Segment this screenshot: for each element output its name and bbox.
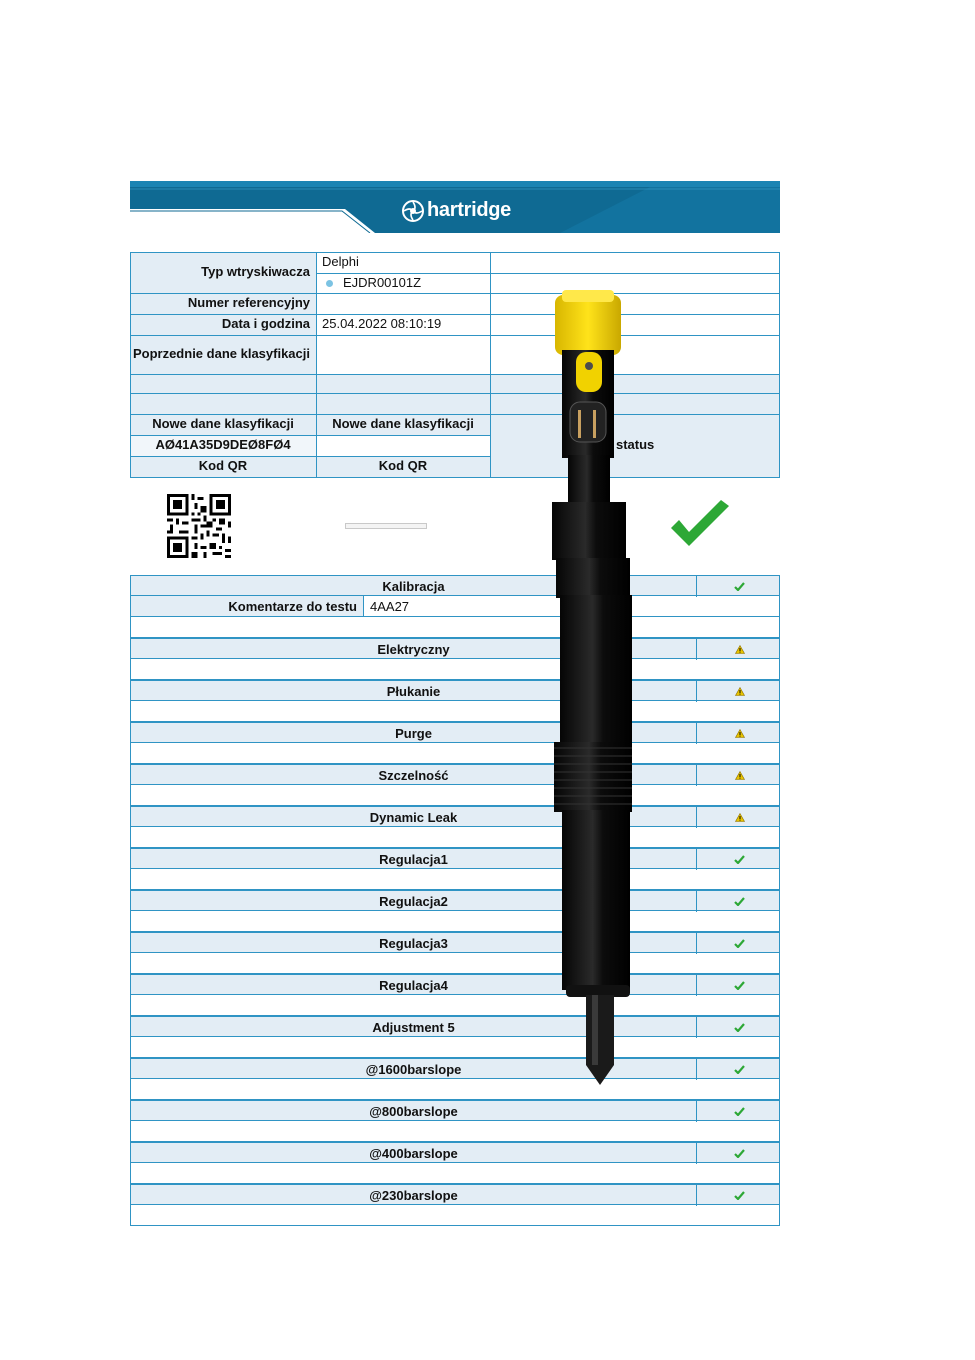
pass-check-icon bbox=[734, 855, 745, 864]
spacer-row bbox=[130, 1079, 780, 1100]
test-label: @400barslope bbox=[369, 1146, 458, 1161]
test-row-dynamic-leak bbox=[130, 806, 780, 827]
qr-label-2: Kod QR bbox=[378, 458, 428, 474]
comments-row bbox=[130, 596, 780, 617]
pass-check-icon bbox=[734, 582, 745, 591]
test-row-800 bbox=[130, 1100, 780, 1121]
test-label: Adjustment 5 bbox=[372, 1020, 455, 1035]
pass-check-icon bbox=[734, 897, 745, 906]
spacer-row bbox=[130, 1037, 780, 1058]
new-class-label-1: Nowe dane klasyfikacji bbox=[152, 416, 294, 432]
spacer-row bbox=[130, 1163, 780, 1184]
test-status bbox=[696, 807, 782, 828]
test-label: Regulacja4 bbox=[379, 978, 448, 993]
test-row-adj5 bbox=[130, 1016, 780, 1037]
test-row-reg3 bbox=[130, 932, 780, 953]
test-row-reg2 bbox=[130, 890, 780, 911]
spacer-row bbox=[130, 1205, 780, 1226]
test-label: @1600barslope bbox=[365, 1062, 462, 1077]
test-row-230 bbox=[130, 1184, 780, 1205]
pass-check-icon bbox=[734, 1149, 745, 1158]
injector-model: EJDR00101Z bbox=[343, 274, 422, 290]
pass-check-icon bbox=[734, 1107, 745, 1116]
test-status bbox=[696, 933, 782, 954]
test-label: Szczelność bbox=[378, 768, 449, 783]
test-row-purge bbox=[130, 722, 780, 743]
test-status bbox=[696, 849, 782, 870]
brand-name: hartridge bbox=[427, 199, 511, 221]
comments-label: Komentarze do testu bbox=[131, 596, 363, 616]
prev-class-label: Poprzednie dane klasyfikacji bbox=[132, 346, 310, 362]
test-status bbox=[696, 765, 782, 786]
spacer-row bbox=[130, 659, 780, 680]
test-status bbox=[696, 1101, 782, 1122]
warning-icon bbox=[735, 645, 745, 654]
test-status bbox=[696, 891, 782, 912]
warning-icon bbox=[735, 813, 745, 822]
test-label: Regulacja1 bbox=[379, 852, 448, 867]
datetime-label: Data i godzina bbox=[221, 316, 310, 332]
test-status bbox=[696, 1059, 782, 1080]
test-status bbox=[696, 1017, 782, 1038]
comments-value: 4AA27 bbox=[363, 596, 781, 616]
qr-label-1: Kod QR bbox=[198, 458, 248, 474]
spacer-row bbox=[130, 953, 780, 974]
calibration-label: Kalibracja bbox=[382, 579, 445, 594]
warning-icon bbox=[735, 687, 745, 696]
spacer-row bbox=[130, 827, 780, 848]
test-row-reg1 bbox=[130, 848, 780, 869]
test-label: @230barslope bbox=[369, 1188, 458, 1203]
test-row-400 bbox=[130, 1142, 780, 1163]
pass-check-icon bbox=[734, 1065, 745, 1074]
test-row-flushing bbox=[130, 680, 780, 701]
test-label: Płukanie bbox=[386, 684, 441, 699]
spacer-row bbox=[130, 911, 780, 932]
test-status bbox=[696, 681, 782, 702]
spacer-row bbox=[130, 995, 780, 1016]
test-label: Regulacja3 bbox=[379, 936, 448, 951]
test-status bbox=[696, 1185, 782, 1206]
pass-check-icon bbox=[734, 981, 745, 990]
spacer-row bbox=[130, 869, 780, 890]
pass-check-icon bbox=[734, 939, 745, 948]
spacer-row bbox=[130, 701, 780, 722]
warning-icon bbox=[735, 771, 745, 780]
test-row-1600 bbox=[130, 1058, 780, 1079]
calibration-status bbox=[696, 576, 782, 597]
injector-type-label: Typ wtryskiwacza bbox=[201, 264, 310, 280]
calibration-row bbox=[130, 575, 780, 596]
spacer-row bbox=[130, 743, 780, 764]
new-class-label-2: Nowe dane klasyfikacji bbox=[332, 416, 474, 432]
pass-check-icon bbox=[734, 1023, 745, 1032]
status-label: status bbox=[616, 437, 655, 453]
warning-icon bbox=[735, 729, 745, 738]
injector-graphic bbox=[540, 290, 640, 1090]
injector-make: Delphi bbox=[322, 254, 359, 270]
pass-check-icon bbox=[734, 1191, 745, 1200]
spacer-row bbox=[130, 785, 780, 806]
test-row-leak bbox=[130, 764, 780, 785]
test-status bbox=[696, 639, 782, 660]
test-status bbox=[696, 723, 782, 744]
spacer-row bbox=[130, 617, 780, 638]
test-row-reg4 bbox=[130, 974, 780, 995]
test-status bbox=[696, 975, 782, 996]
class-code: AØ41A35D9DEØ8FØ4 bbox=[155, 437, 291, 453]
ref-number-label: Numer referencyjny bbox=[187, 295, 310, 311]
spacer-row bbox=[130, 1121, 780, 1142]
test-status bbox=[696, 1143, 782, 1164]
test-row-electric bbox=[130, 638, 780, 659]
test-label: Dynamic Leak bbox=[369, 810, 458, 825]
test-label: @800barslope bbox=[369, 1104, 458, 1119]
datetime-value: 25.04.2022 08:10:19 bbox=[322, 316, 442, 332]
injector-image bbox=[540, 290, 640, 1095]
test-label: Purge bbox=[395, 726, 432, 741]
test-label: Regulacja2 bbox=[379, 894, 448, 909]
test-label: Elektryczny bbox=[377, 642, 450, 657]
